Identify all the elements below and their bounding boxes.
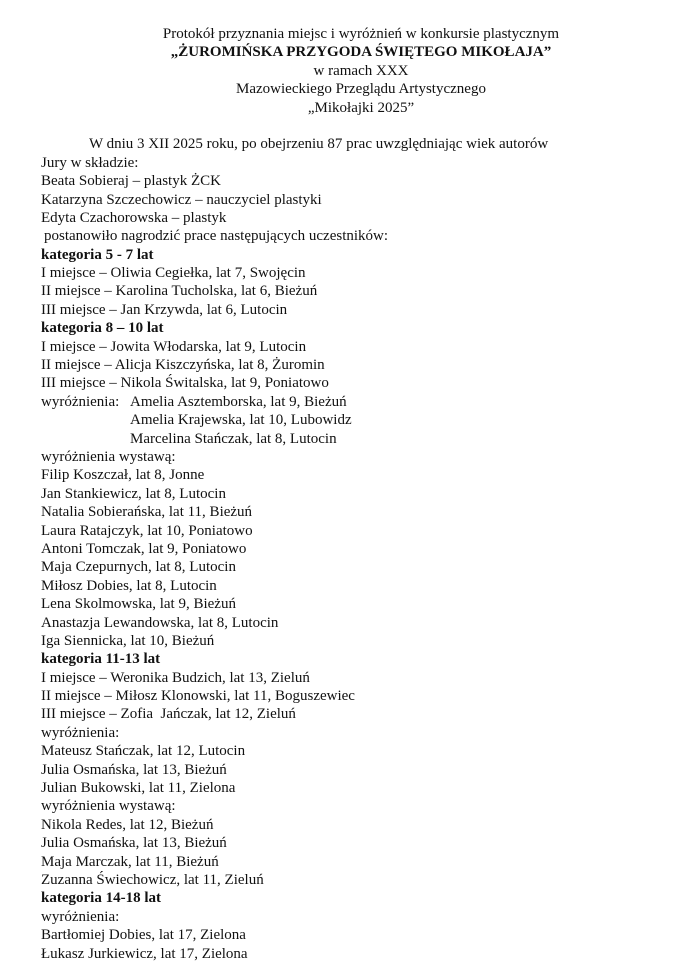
exhibition-entry: Natalia Sobierańska, lat 11, Bieżuń [41,504,253,521]
blank-line [41,117,681,135]
distinction-name: Amelia Asztemborska, lat 9, Bieżuń [130,393,347,410]
jury-member: Katarzyna Szczechowicz – nauczyciel plastyki [41,191,322,208]
distinctions-label: wyróżnienia: [41,393,120,410]
place-entry: II miejsce – Miłosz Klonowski, lat 11, Boguszewiec [41,688,355,705]
exhibition-label: wyróżnienia wystawą: [41,448,176,465]
exhibition-entry: Maja Marczak, lat 11, Bieżuń [41,853,219,870]
exhibition-entry: Julia Osmańska, lat 13, Bieżuń [41,835,227,852]
jury-decision: postanowiło nagrodzić prace następujących uczestników: [44,228,389,245]
exhibition-entry: Nikola Redes, lat 12, Bieżuń [41,816,214,833]
exhibition-entry: Antoni Tomczak, lat 9, Poniatowo [41,540,247,557]
jury-member: Beata Sobieraj – plastyk ŻCK [41,173,221,190]
document-page [41,25,681,963]
exhibition-label: wyróżnienia wystawą: [41,798,176,815]
exhibition-entry: Zuzanna Świechowicz, lat 11, Zieluń [41,871,264,888]
distinction-entry: Julia Osmańska, lat 13, Bieżuń [41,761,227,778]
place-entry: III miejsce – Nikola Świtalska, lat 9, Poniatowo [41,375,329,392]
intro-paragraph: W dniu 3 XII 2025 roku, po obejrzeniu 87 prac uwzględniając wiek autorów [89,136,549,153]
category-heading: kategoria 14-18 lat [41,890,161,907]
exhibition-entry: Miłosz Dobies, lat 8, Lutocin [41,577,217,594]
distinctions-label: wyróżnienia: [41,908,120,925]
distinction-entry: Łukasz Jurkiewicz, lat 17, Zielona [41,945,248,962]
distinction-entry: Marcelina Stańczak, lat 8, Lutocin [130,430,337,447]
place-entry: III miejsce – Zofia Jańczak, lat 12, Zieluń [41,706,296,723]
distinction-entry: Bartłomiej Dobies, lat 17, Zielona [41,927,246,944]
distinction-entry: Amelia Krajewska, lat 10, Lubowidz [130,412,352,429]
place-entry: I miejsce – Oliwia Cegiełka, lat 7, Swojęcin [41,265,306,282]
distinction-entry [41,393,681,411]
place-entry: I miejsce – Weronika Budzich, lat 13, Zieluń [41,669,310,686]
exhibition-entry: Maja Czepurnych, lat 8, Lutocin [41,559,236,576]
place-entry: II miejsce – Karolina Tucholska, lat 6, Bieżuń [41,283,318,300]
exhibition-entry: Laura Ratajczyk, lat 10, Poniatowo [41,522,253,539]
exhibition-entry: Filip Koszczał, lat 8, Jonne [41,467,205,484]
place-entry: III miejsce – Jan Krzywda, lat 6, Lutocin [41,301,288,318]
jury-label: Jury w składzie: [41,154,139,171]
category-heading: kategoria 8 – 10 lat [41,320,164,337]
exhibition-entry: Jan Stankiewicz, lat 8, Lutocin [41,485,226,502]
header-line: Mazowieckiego Przeglądu Artystycznego [236,81,486,98]
category-heading: kategoria 5 - 7 lat [41,246,154,263]
document-subtitle: Protokół przyznania miejsc i wyróżnień w konkursie plastycznym [162,26,560,42]
exhibition-entry: Anastazja Lewandowska, lat 8, Lutocin [41,614,279,631]
distinction-entry: Mateusz Stańczak, lat 12, Lutocin [41,743,246,760]
contest-title: „ŻUROMIŃSKA PRZYGODA ŚWIĘTEGO MIKOŁAJA” [170,44,552,61]
category-heading: kategoria 11-13 lat [41,651,161,668]
place-entry: II miejsce – Alicja Kiszczyńska, lat 8, Żuromin [41,357,325,374]
distinctions-label: wyróżnienia: [41,724,120,741]
jury-member: Edyta Czachorowska – plastyk [41,209,227,226]
exhibition-entry: Lena Skolmowska, lat 9, Bieżuń [41,596,236,613]
distinction-entry: Julian Bukowski, lat 11, Zielona [41,780,236,797]
header-line: „Mikołajki 2025” [307,99,415,116]
header-line: w ramach XXX [313,62,409,79]
place-entry: I miejsce – Jowita Włodarska, lat 9, Lutocin [41,338,307,355]
exhibition-entry: Iga Siennicka, lat 10, Bieżuń [41,632,215,649]
